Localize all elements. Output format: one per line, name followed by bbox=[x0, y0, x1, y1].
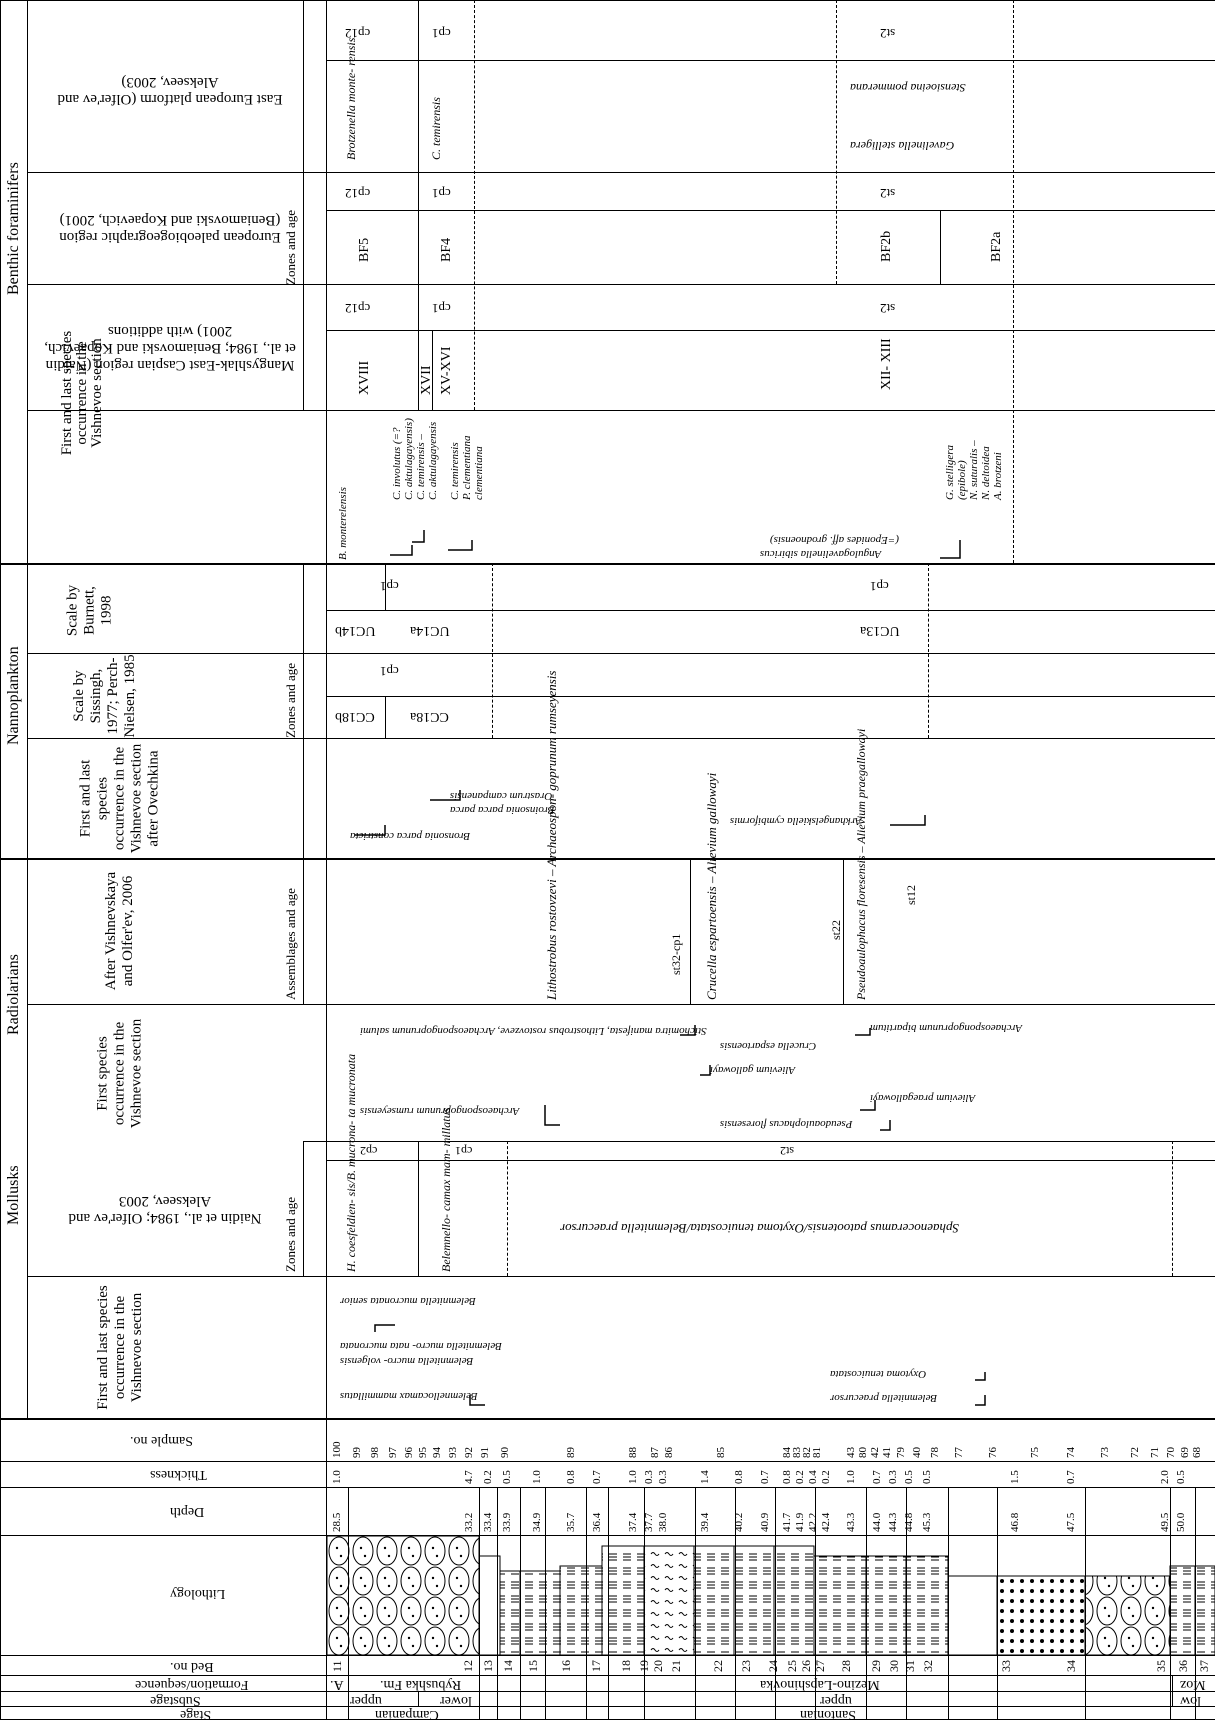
moll-zone-1: H. coesfeldien- sis/B. mucrona- ta mucronata bbox=[344, 1053, 358, 1272]
ben-occ-3: C. aktulagayensis) bbox=[403, 418, 415, 500]
sample-no: 80 bbox=[857, 1447, 869, 1458]
bed-no: 15 bbox=[526, 1660, 540, 1672]
rad-occ-3: Alievium gallowayi bbox=[710, 1064, 796, 1076]
arrow bbox=[545, 1105, 560, 1125]
thick-val: 1.4 bbox=[699, 1470, 711, 1484]
sample-no: 84 bbox=[781, 1447, 793, 1458]
thick-val: 0.7 bbox=[871, 1470, 883, 1484]
sample-no: 98 bbox=[369, 1447, 381, 1458]
arrow bbox=[890, 815, 925, 825]
sample-no: 94 bbox=[431, 1447, 443, 1458]
hdr-rad-after: After Vishnevskaya and Olfer'ev, 2006 bbox=[103, 871, 136, 991]
sample-no: 87 bbox=[649, 1447, 661, 1458]
ben-occ-11: N. suturalis – bbox=[968, 440, 980, 500]
bed-no: 19 bbox=[637, 1660, 651, 1672]
ben-mang-age-3: st2 bbox=[880, 301, 896, 316]
rad-assemblage-2: Crucella espartoensis – Alievium gallowayi bbox=[704, 772, 719, 1000]
depth-val: 38.0 bbox=[657, 1512, 669, 1532]
moll-zone-2: Belemnello- camax mam- millatus bbox=[439, 1107, 453, 1272]
depth-val: 41.9 bbox=[794, 1512, 806, 1532]
depth-val: 42.4 bbox=[820, 1512, 832, 1532]
sample-no: 96 bbox=[403, 1447, 415, 1458]
arrow bbox=[700, 1065, 710, 1075]
hdr-moll-zones: Naidin et al., 1984; Olfer'ev and Alekseev, 2003 bbox=[68, 1193, 262, 1226]
hdr-bed: Bed no. bbox=[170, 1659, 214, 1674]
hdr-nan-burnett: Scale by Burnett, 1998 bbox=[64, 584, 115, 636]
thick-val: 0.7 bbox=[1065, 1470, 1077, 1484]
hdr-stage: Stage bbox=[180, 1707, 212, 1722]
hdr-ben-mang: Mangyshlak-East Caspian region (Naidin et al., 1984; Beniamovski and Kopaevich, 2001) with additions bbox=[44, 323, 296, 373]
sample-no: 69 bbox=[1179, 1447, 1191, 1458]
arrow bbox=[880, 1120, 890, 1130]
stage-santonian: Santonian bbox=[800, 1707, 856, 1722]
zones-age-ben: Zones and age bbox=[283, 209, 298, 285]
ben-east-age-1: cp12 bbox=[345, 26, 371, 41]
ben-east-age-2: cp1 bbox=[432, 26, 451, 41]
thick-val: 0.2 bbox=[482, 1470, 494, 1484]
thick-val: 1.0 bbox=[331, 1470, 343, 1484]
moll-zone-3: Sphaenoceramus patootensis/Oxytoma tenuicostata/Belemnitella praecursor bbox=[560, 1221, 959, 1236]
ben-euro-bf4: BF4 bbox=[439, 237, 454, 262]
assemblages-age-rad: Assemblages and age bbox=[283, 888, 298, 1000]
arrow bbox=[390, 545, 412, 555]
sample-no: 82 bbox=[801, 1447, 813, 1458]
ben-euro-age-2: cp1 bbox=[432, 186, 451, 201]
bed-no: 29 bbox=[869, 1660, 883, 1672]
arrow bbox=[375, 1325, 395, 1332]
nan-occ-4: Arkhangelskiella cymbiformis bbox=[730, 815, 862, 827]
depth-val: 34.9 bbox=[531, 1512, 543, 1532]
thick-val: 0.4 bbox=[807, 1470, 819, 1484]
bed-no: 22 bbox=[711, 1660, 725, 1672]
sample-no: 89 bbox=[565, 1447, 577, 1458]
bed-no: 23 bbox=[739, 1660, 753, 1672]
rad-age-2: st22 bbox=[829, 919, 843, 940]
thick-val: 0.8 bbox=[781, 1470, 793, 1484]
nan-sissingh-cc18b: CC18b bbox=[335, 709, 375, 724]
depth-val: 40.9 bbox=[759, 1512, 771, 1532]
ben-mang-xv-xvi: XV-XVI bbox=[439, 346, 454, 395]
thick-val: 1.0 bbox=[627, 1470, 639, 1484]
arrow bbox=[430, 790, 460, 800]
bed-no: 18 bbox=[619, 1660, 633, 1672]
thick-val: 0.7 bbox=[759, 1470, 771, 1484]
sample-no: 76 bbox=[987, 1447, 999, 1458]
arrow bbox=[448, 540, 472, 550]
hdr-ben-east: East European platform (Olfer'ev and Alekseev, 2003) bbox=[57, 74, 283, 107]
arrow bbox=[940, 540, 960, 558]
ben-mang-xvii: XVII bbox=[419, 365, 434, 395]
thick-val: 0.8 bbox=[733, 1470, 745, 1484]
hdr-nan-first: First and last species occurrence in the Vishnevoe section after Ovechkina bbox=[77, 743, 162, 853]
bed-no: 26 bbox=[799, 1660, 813, 1672]
ben-mang-xii-xiii: XII- XIII bbox=[879, 338, 894, 390]
bed-no: 37 bbox=[1197, 1660, 1211, 1672]
ben-euro-age-1: cp12 bbox=[345, 186, 371, 201]
bed-no: 35 bbox=[1154, 1660, 1168, 1672]
arrow bbox=[680, 1025, 695, 1035]
depth-val: 47.5 bbox=[1065, 1512, 1077, 1532]
thick-val: 0.3 bbox=[887, 1470, 899, 1484]
bed-no: 28 bbox=[839, 1660, 853, 1672]
ben-occ-1: B. monterelensis bbox=[337, 487, 349, 560]
moll-occ-2: Belemnitella mucro- volgensis bbox=[340, 1355, 474, 1367]
thick-val: 0.5 bbox=[921, 1470, 933, 1484]
nan-occ-2: Broinsonia parca parca bbox=[450, 804, 555, 816]
ben-occ-9: G. stelligera bbox=[944, 445, 956, 500]
sample-no: 97 bbox=[387, 1447, 399, 1458]
bed-no: 14 bbox=[501, 1660, 515, 1672]
arrow bbox=[975, 1372, 985, 1380]
ben-east-zone-4: Gavelinella stelligera bbox=[850, 139, 955, 153]
bed-no: 32 bbox=[921, 1660, 935, 1672]
group-nannoplankton: Nannoplankton bbox=[5, 646, 22, 745]
hdr-sample: Sample no. bbox=[130, 1433, 193, 1448]
bed-no: 17 bbox=[589, 1660, 603, 1672]
ben-occ-15: (=Eponides aff. grodnoensis) bbox=[770, 534, 899, 546]
ben-occ-6: C. temirensis bbox=[449, 442, 461, 500]
substage-upper: upper bbox=[350, 1693, 382, 1708]
ben-mang-age-2: cp1 bbox=[432, 301, 451, 316]
thick-val: 1.0 bbox=[845, 1470, 857, 1484]
substage-low: low bbox=[1180, 1693, 1201, 1708]
rad-occ-6: Alievium praegallowayi bbox=[870, 1092, 976, 1104]
thick-val: 0.3 bbox=[657, 1470, 669, 1484]
hdr-moll-first: First and last species occurrence in the Vishnevoe section bbox=[94, 1285, 145, 1410]
depth-val: 37.4 bbox=[627, 1512, 639, 1532]
bed-no: 21 bbox=[669, 1660, 683, 1672]
thick-val: 4.7 bbox=[463, 1470, 475, 1484]
moll-occ-1: Belemnellocamax mammillatus bbox=[340, 1390, 478, 1402]
ben-euro-age-3: st2 bbox=[880, 186, 896, 201]
sample-no: 85 bbox=[715, 1447, 727, 1458]
depth-val: 50.0 bbox=[1175, 1512, 1187, 1532]
thick-val: 0.5 bbox=[501, 1470, 513, 1484]
sample-no: 40 bbox=[911, 1447, 923, 1458]
sample-no: 74 bbox=[1065, 1447, 1077, 1458]
ben-euro-bf5: BF5 bbox=[357, 237, 372, 262]
ben-east-zone-3: Stensioeina pommerana bbox=[850, 81, 966, 95]
depth-val: 39.4 bbox=[699, 1512, 711, 1532]
moll-occ-4: Belemnitella mucronata senior bbox=[340, 1295, 476, 1307]
nan-burnett-uc14b: UC14b bbox=[335, 623, 376, 638]
nan-burnett-cp1: cp1 bbox=[380, 579, 399, 594]
sample-no: 43 bbox=[845, 1447, 857, 1458]
bed-no: 12 bbox=[461, 1660, 475, 1672]
depth-val: 35.7 bbox=[565, 1512, 577, 1532]
sample-no: 92 bbox=[463, 1447, 475, 1458]
depth-val: 45.3 bbox=[921, 1512, 933, 1532]
bed-no: 24 bbox=[766, 1660, 780, 1672]
sample-no: 81 bbox=[811, 1447, 823, 1458]
depth-val: 42.2 bbox=[807, 1512, 819, 1532]
depth-val: 37.7 bbox=[643, 1512, 655, 1532]
moll-occ-6: Oxytoma tenuicostata bbox=[830, 1368, 927, 1380]
arrow bbox=[860, 1100, 875, 1110]
ben-occ-12: N. deltoidea bbox=[980, 446, 992, 500]
moll-occ-3: Belemnitella mucro- nata mucronata bbox=[340, 1340, 503, 1352]
sample-no: 73 bbox=[1099, 1447, 1111, 1458]
depth-val: 44.3 bbox=[887, 1512, 899, 1532]
ben-occ-14: Angulogavelinella sibiricus bbox=[760, 548, 882, 560]
sample-no: 88 bbox=[627, 1447, 639, 1458]
rad-assemblage-1: Lithostrobus rostovzevi – Archaeospon- goprunum rumseyensis bbox=[544, 670, 559, 1000]
fm-a: A. bbox=[330, 1677, 344, 1692]
nan-burnett-uc14a: UC14a bbox=[410, 623, 450, 638]
hdr-depth: Depth bbox=[170, 1504, 205, 1519]
fm-rybushka: Rybushka Fm. bbox=[380, 1677, 462, 1692]
thick-val: 0.5 bbox=[903, 1470, 915, 1484]
hdr-formation: Formation/sequence bbox=[135, 1677, 249, 1692]
depth-val: 49.5 bbox=[1159, 1512, 1171, 1532]
rad-age-3: st12 bbox=[904, 884, 918, 905]
sample-no: 71 bbox=[1149, 1447, 1161, 1458]
hdr-lithology: Lithology bbox=[170, 1586, 226, 1601]
thick-val: 1.5 bbox=[1009, 1470, 1021, 1484]
rad-assemblage-3: Pseudoaulophacus floresensis – Alievium praegallowayi bbox=[854, 728, 868, 1000]
sample-no: 41 bbox=[881, 1447, 893, 1458]
moll-occ-5: Belemnitella praecursor bbox=[830, 1392, 938, 1404]
bed-no: 20 bbox=[651, 1660, 665, 1672]
hdr-ben-first: First and last species occurrence in the Vishnevoe section bbox=[59, 330, 105, 455]
group-benthic: Benthic foraminifers bbox=[5, 162, 22, 295]
sample-no: 91 bbox=[479, 1447, 491, 1458]
bed-no: 31 bbox=[903, 1660, 917, 1672]
rad-occ-4: Crucella espartoensis bbox=[720, 1040, 817, 1052]
arrow bbox=[975, 1395, 985, 1405]
zones-age-nan: Zones and age bbox=[283, 662, 298, 738]
group-mollusks: Mollusks bbox=[5, 1165, 22, 1225]
ben-occ-4: C. temirensis – bbox=[415, 434, 427, 500]
sample-no: 68 bbox=[1191, 1447, 1203, 1458]
depth-val: 33.4 bbox=[482, 1512, 494, 1532]
bed-no: 13 bbox=[481, 1660, 495, 1672]
depth-val: 28.5 bbox=[331, 1512, 343, 1532]
sample-no: 72 bbox=[1129, 1447, 1141, 1458]
arrow bbox=[855, 1028, 870, 1035]
arrow-set bbox=[355, 530, 985, 1405]
zones-age-moll: Zones and age bbox=[283, 1196, 298, 1272]
sample-no: 42 bbox=[869, 1447, 881, 1458]
arrow bbox=[470, 1395, 485, 1405]
depth-val: 36.4 bbox=[591, 1512, 603, 1532]
moll-age-cp1: cp1 bbox=[455, 1144, 473, 1158]
depth-val: 41.7 bbox=[781, 1512, 793, 1532]
rad-occ-2: Stichomitra manifesta, Lithostrobus rostovzeve, Archaeospongoprunum salumi bbox=[360, 1025, 707, 1037]
sample-no: 99 bbox=[351, 1447, 363, 1458]
ben-occ-8: clementiana bbox=[473, 446, 485, 500]
fm-mezino: Mezino-Lapshinovka bbox=[760, 1677, 880, 1692]
thick-val: 0.7 bbox=[591, 1470, 603, 1484]
ben-occ-13: A. brotzeni bbox=[992, 452, 1004, 500]
sample-no: 70 bbox=[1165, 1447, 1177, 1458]
thick-val: 0.5 bbox=[1175, 1470, 1187, 1484]
nan-burnett-uc13a: UC13a bbox=[860, 623, 900, 638]
ben-euro-bf2a: BF2a bbox=[989, 231, 1004, 262]
depth-val: 46.8 bbox=[1009, 1512, 1021, 1532]
hdr-thickness: Thickness bbox=[150, 1467, 207, 1482]
sample-no: 75 bbox=[1029, 1447, 1041, 1458]
nan-occ-3: Orastrum campanensis bbox=[450, 790, 553, 802]
ben-east-age-3: st2 bbox=[880, 26, 896, 41]
bed-no: 25 bbox=[785, 1660, 799, 1672]
sample-no: 95 bbox=[417, 1447, 429, 1458]
substage-upper-2: upper bbox=[820, 1693, 852, 1708]
arrow bbox=[412, 530, 424, 542]
ben-occ-10: (epibole) bbox=[956, 460, 968, 500]
hdr-substage: Substage bbox=[150, 1693, 201, 1708]
ben-east-zone-1: Brotzenella monte- rensis bbox=[344, 37, 358, 160]
hdr-rad-first: First species occurrence in the Vishnevoe section bbox=[94, 1018, 145, 1128]
arrow bbox=[355, 825, 385, 835]
sample-no: 86 bbox=[663, 1447, 675, 1458]
rad-occ-7: Archaeospongoprunum bipartitum bbox=[870, 1022, 1023, 1034]
hdr-ben-euro: European paleobiogeographic region (Beniamovski and Kopaevich, 2001) bbox=[59, 212, 281, 245]
bed-no: 33 bbox=[999, 1660, 1013, 1672]
depth-val: 33.9 bbox=[501, 1512, 513, 1532]
nan-sissingh-cc18a: CC18a bbox=[410, 709, 449, 724]
depth-val: 44.0 bbox=[871, 1512, 883, 1532]
bed-no: 11 bbox=[330, 1660, 344, 1672]
sample-no: 78 bbox=[929, 1447, 941, 1458]
sample-no: 77 bbox=[953, 1447, 965, 1458]
group-radiolarians: Radiolarians bbox=[5, 954, 22, 1035]
hdr-nan-sissingh: Scale by Sissingh, 1977; Perch-Nielsen, 1985 bbox=[71, 654, 138, 738]
thick-val: 0.2 bbox=[820, 1470, 832, 1484]
depth-val: 43.3 bbox=[845, 1512, 857, 1532]
sample-no: 100 bbox=[331, 1441, 343, 1458]
nan-sissingh-cp1: cp1 bbox=[380, 664, 399, 679]
substage-lower: lower bbox=[440, 1693, 472, 1708]
stage-campanian: Campanian bbox=[375, 1707, 439, 1722]
sample-no: 93 bbox=[447, 1447, 459, 1458]
sample-no: 90 bbox=[499, 1447, 511, 1458]
nan-occ-1: Bronsonia parca constricta bbox=[350, 830, 471, 842]
bed-no: 27 bbox=[813, 1660, 827, 1672]
ben-euro-bf2b: BF2b bbox=[879, 230, 894, 262]
bed-no: 34 bbox=[1064, 1660, 1078, 1672]
rad-age-1: st32-cp1 bbox=[669, 933, 683, 975]
thick-val: 0.3 bbox=[643, 1470, 655, 1484]
bed-no: 30 bbox=[887, 1660, 901, 1672]
depth-val: 40.2 bbox=[733, 1512, 745, 1532]
nan-burnett-cp1-2: cp1 bbox=[870, 579, 889, 594]
ben-mang-age-1: cp12 bbox=[345, 301, 371, 316]
ben-mang-xviii: XVIII bbox=[357, 360, 372, 395]
thick-val: 2.0 bbox=[1159, 1470, 1171, 1484]
depth-val: 33.2 bbox=[463, 1512, 475, 1532]
ben-east-zone-2: C. temirensis bbox=[429, 97, 443, 160]
fm-moz: Moz bbox=[1180, 1677, 1206, 1692]
moll-age-st2: st2 bbox=[780, 1144, 795, 1158]
moll-age-cp2: cp2 bbox=[360, 1144, 378, 1158]
bed-no: 36 bbox=[1176, 1660, 1190, 1672]
rad-occ-1: Archaeospongoprunum rumseyensis bbox=[360, 1105, 520, 1117]
sample-no: 83 bbox=[791, 1447, 803, 1458]
bed-no: 16 bbox=[559, 1660, 573, 1672]
ben-occ-5: C. aktulagayensis bbox=[427, 421, 439, 500]
thick-val: 1.0 bbox=[531, 1470, 543, 1484]
ben-occ-7: P. clementiana bbox=[461, 435, 473, 500]
thick-val: 0.8 bbox=[565, 1470, 577, 1484]
rad-occ-5: Pseudoaulophacus floresensis bbox=[720, 1118, 853, 1130]
ben-occ-2: C. involutus (=? bbox=[391, 427, 403, 500]
sample-no: 79 bbox=[895, 1447, 907, 1458]
thick-val: 0.2 bbox=[794, 1470, 806, 1484]
depth-val: 44.8 bbox=[903, 1512, 915, 1532]
